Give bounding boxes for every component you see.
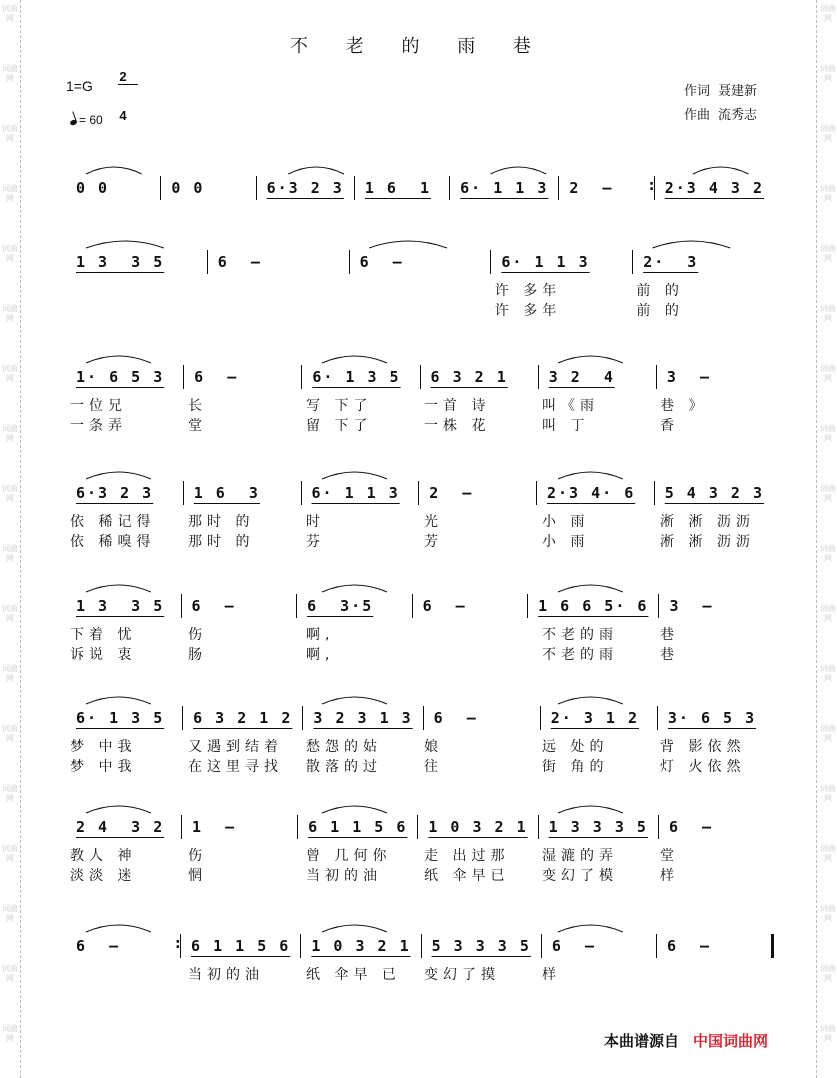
measure-notes: 2· 3 1 2 [550,709,640,727]
notation-line [66,706,774,730]
lyricist-credit [684,80,757,99]
measure-notes: : 2·3 4 3 2 [664,179,764,197]
lyric-line [66,300,774,318]
lyric-segment: 依 稀嗅得 [70,534,156,550]
score-row [66,934,774,983]
measure [354,176,449,200]
lyric-line [66,845,774,863]
quarter-note-icon [69,119,77,126]
lyric-segment: 曾 几何你 [306,848,392,864]
lyric-line [66,736,774,754]
measure [181,594,297,618]
score-row [66,365,774,434]
song-title: 不 老 的 雨 巷 [290,36,547,57]
watermark-text: 词曲网 [2,1024,18,1043]
lyric-line [66,511,774,529]
lyric-segment: 那时 的 [188,534,255,550]
measure [417,815,537,839]
lyric-segment [208,280,350,298]
measure [418,481,536,505]
watermark-text: 词曲网 [820,364,836,383]
time-signature [118,70,128,122]
lyric-segment [66,964,184,982]
watermark-text: 词曲网 [820,784,836,803]
lyric-segment [349,300,491,318]
lyric-segment: 灯 火依然 [660,759,746,775]
lyric-segment: 淅 淅 沥沥 [660,514,755,530]
credit-name: 流秀志 [718,108,758,123]
slur [322,472,387,479]
lyric-segment: 淅 淅 沥沥 [660,534,755,550]
measure-notes: 6·3 2 3 [76,484,154,502]
slur [558,356,623,363]
notation-line [66,934,774,958]
lyric-segment: 一条弄 [70,418,127,434]
watermark-text: 词曲网 [820,424,836,443]
score-row [66,815,774,884]
watermark-text: 词曲网 [2,904,18,923]
footer-brand: 中国词曲网 [693,1032,769,1050]
footer-text: 本曲谱源自 [604,1032,680,1050]
lyric-segment: 往 [424,759,443,775]
watermark-text: 词曲网 [820,664,836,683]
watermark-text: 词曲网 [2,604,18,623]
lyric-line [66,395,774,413]
score-row [66,706,774,775]
measure [181,815,297,839]
lyric-segment: 香 [660,418,679,434]
lyric-segment: 堂 [188,418,207,434]
lyric-segment: 惘 [188,868,207,884]
measure [66,934,180,958]
lyric-segment [656,964,774,982]
measure-notes: 1 3 3 3 5 [548,818,648,836]
measure-notes: 1 6 3 [193,484,260,502]
lyric-segment [208,300,350,318]
watermark-text: 词曲网 [820,1024,836,1043]
measure-notes: 3 – [669,597,714,615]
measure-notes: 1 3 3 5 [76,253,165,271]
slur [322,697,387,704]
credit-label: 作曲 [684,108,711,123]
tempo-value: = 60 [79,113,103,127]
measure [420,365,538,389]
lyric-segment: 梦 中我 [70,759,137,775]
measure [160,176,255,200]
measure-notes: 1 3 3 5 [76,597,165,615]
measure-notes: 6 – [191,597,236,615]
slur [322,356,387,363]
measure-notes: 6 – [666,937,712,955]
lyric-segment: 小 雨 [542,514,590,530]
measure-notes: 6· 1 1 3 [460,179,549,197]
left-watermark-strip [0,0,21,1078]
measure-notes: 2 – [429,484,474,502]
lyric-segment: 当初的油 [188,967,264,983]
slur-arcs [56,912,784,936]
measure-notes: 6 – [217,253,262,271]
lyric-line [66,756,774,774]
slur [491,167,547,174]
measure [656,934,774,958]
slur [322,806,387,813]
lyric-segment: 教人 神 [70,848,137,864]
measure-notes: 6 – [76,937,121,955]
watermark-text: 词曲网 [2,784,18,803]
watermark-text: 词曲网 [2,364,18,383]
watermark-text: 词曲网 [820,184,836,203]
watermark-text: 词曲网 [820,844,836,863]
lyric-segment: 许 多年 [494,283,562,299]
lyric-segment: 远 处的 [542,739,609,755]
time-signature-bottom: 4 [119,108,127,123]
measure [540,706,657,730]
slur [86,356,151,363]
measure [183,365,301,389]
measure [180,934,300,958]
lyric-segment [66,280,208,298]
watermark-text: 词曲网 [2,724,18,743]
measure-notes: 6· 1 3 5 [312,368,401,386]
notation-line [66,176,774,200]
measure [423,706,540,730]
measure [541,934,656,958]
lyric-line [66,624,774,642]
slur-arcs [56,793,784,817]
lyric-segment: 写 下了 [306,398,373,414]
slur [558,925,623,932]
measure-notes: 1 6 1 [364,179,432,197]
lyric-segment: 变幻了模 [542,868,618,884]
slur-arcs [56,459,784,483]
lyric-line [66,964,774,982]
measure-notes: 2 4 3 2 [76,818,165,836]
lyric-segment: 前 的 [636,283,684,299]
measure-notes: 6 3·5 [307,597,374,615]
measure [632,250,774,274]
lyric-segment: 散落的过 [306,759,382,775]
watermark-text: 词曲网 [2,124,18,143]
measure-notes: : 6 1 1 5 6 [191,937,291,955]
watermark-text: 词曲网 [820,304,836,323]
measure-notes: 3 – [666,368,711,386]
measure-notes: 3 2 3 1 3 [313,709,413,727]
slur [322,925,387,932]
lyric-segment: 伤 [188,848,207,864]
tempo-marking [70,113,103,127]
lyric-segment: 芳 [424,534,443,550]
measure-notes: 6 1 1 5 6 [308,818,408,836]
watermark-text: 词曲网 [2,304,18,323]
lyric-segment: 芬 [306,534,325,550]
lyric-segment: 那时 的 [188,514,255,530]
slur [86,585,151,592]
measure-notes: 6· 1 3 5 [76,709,165,727]
time-signature-top: 2 [119,69,127,84]
lyric-segment: 啊, [306,627,335,643]
watermark-text: 词曲网 [2,4,18,23]
measure-notes: 6 – [359,253,404,271]
measure [66,365,183,389]
slur-arcs [56,228,784,252]
measure [66,706,182,730]
watermark-text: 词曲网 [820,604,836,623]
measure [183,481,301,505]
notation-line [66,365,774,389]
score-row [66,594,774,663]
measure-notes: 6·3 2 3 [266,179,344,197]
measure-notes: 6 – [194,368,239,386]
measure [301,365,419,389]
notation-line [66,594,774,618]
lyric-segment: 许 多年 [494,303,562,319]
lyric-segment: 一位兄 [70,398,127,414]
lyric-line [66,865,774,883]
measure-notes: 6 – [422,597,467,615]
score-row [66,481,774,550]
slur [558,806,623,813]
composer-credit [684,104,757,123]
lyric-segment: 一首 诗 [424,398,491,414]
measure-notes: 0 0 [76,179,110,197]
measure [538,365,656,389]
notation-line [66,250,774,274]
measure [256,176,354,200]
lyric-segment: 小 雨 [542,534,590,550]
slur [652,241,730,248]
measure-notes: 2·3 4· 6 [547,484,636,502]
watermark-text: 词曲网 [820,244,836,263]
watermark-text: 词曲网 [820,4,836,23]
watermark-text: 词曲网 [820,904,836,923]
slur-arcs [56,684,784,708]
lyric-segment: 诉说 衷 [70,647,137,663]
lyric-segment: 走 出过那 [424,848,510,864]
lyric-segment: 不老的雨 [542,647,618,663]
lyric-segment: 一株 花 [424,418,491,434]
watermark-text: 词曲网 [820,964,836,983]
measure [66,481,183,505]
measure-notes: 6 3 2 1 2 [193,709,293,727]
lyric-segment: 又遇到结着 [188,739,283,755]
lyric-segment [349,280,491,298]
measure-notes: 1 6 6 5· 6 [538,597,649,615]
lyric-segment: 娘 [424,739,443,755]
watermark-text: 词曲网 [2,544,18,563]
lyric-segment: 下着 忧 [70,627,137,643]
lyric-segment: 留 下了 [306,418,373,434]
lyric-segment: 样 [660,868,679,884]
slur [288,167,344,174]
measure [657,706,774,730]
measure [66,176,160,200]
slur [693,167,749,174]
watermark-text: 词曲网 [2,184,18,203]
measure [536,481,654,505]
lyric-segment: 当初的油 [306,868,382,884]
slur [86,697,151,704]
watermark-text: 词曲网 [820,64,836,83]
measure-notes: 3 2 4 [548,368,615,386]
slur-arcs [56,343,784,367]
lyric-line [66,644,774,662]
lyric-segment: 巷 [660,627,679,643]
measure [654,481,774,505]
measure [527,594,658,618]
lyric-segment: 啊, [306,647,335,663]
watermark-text: 词曲网 [2,964,18,983]
slur [369,241,447,248]
lyric-segment: 叫 丁 [542,418,590,434]
lyric-segment: 伤 [188,627,207,643]
measure [302,706,422,730]
slur [86,167,142,174]
measure [297,815,417,839]
measure [296,594,412,618]
measure-notes: 1 0 3 2 1 [428,818,528,836]
measure [412,594,528,618]
lyric-line [66,531,774,549]
watermark-text: 词曲网 [2,244,18,263]
lyric-segment: 淡淡 迷 [70,868,137,884]
slur [86,472,151,479]
measure-notes: 5 4 3 2 3 [664,484,765,502]
measure-notes: 6 – [668,818,714,836]
measure-notes: 1 – [192,818,237,836]
lyric-segment: 纸 伞早 已 [306,967,401,983]
measure [490,250,632,274]
lyric-segment: 前 的 [636,303,684,319]
watermark-text: 词曲网 [820,124,836,143]
measure [538,815,658,839]
notation-line [66,481,774,505]
slur [558,585,623,592]
measure [300,934,420,958]
measure [558,176,653,200]
slur [86,806,151,813]
lyric-segment [420,624,538,642]
lyric-segment: 依 稀记得 [70,514,156,530]
measure-notes: 2 – [569,179,614,197]
measure [66,250,207,274]
watermark-text: 词曲网 [2,844,18,863]
measure [658,594,774,618]
measure [349,250,491,274]
watermark-text: 词曲网 [820,484,836,503]
watermark-text: 词曲网 [2,64,18,83]
watermark-text: 词曲网 [2,424,18,443]
lyric-line [66,280,774,298]
measure [658,815,774,839]
measure-notes: 1 0 3 2 1 [311,937,411,955]
lyric-segment: 光 [424,514,443,530]
watermark-text: 词曲网 [820,544,836,563]
lyric-segment: 湿漉的弄 [542,848,618,864]
measure-notes: 3· 6 5 3 [667,709,757,727]
notation-line [66,815,774,839]
lyric-segment: 肠 [188,647,207,663]
score-row [66,250,774,319]
measure [421,934,541,958]
measure [182,706,302,730]
slur-arcs [56,572,784,596]
slur [322,585,387,592]
lyric-segment [420,644,538,662]
measure [207,250,349,274]
slur [558,472,623,479]
lyric-segment: 巷 [660,647,679,663]
measure-notes: 0 0 [171,179,205,197]
measure [66,815,181,839]
lyric-segment: 背 影依然 [660,739,746,755]
lyric-line [66,415,774,433]
lyric-segment: 梦 中我 [70,739,137,755]
measure-notes: 6· 1 1 3 [501,253,590,271]
measure [654,176,774,200]
measure-notes: 6· 1 1 3 [311,484,400,502]
measure-notes: 6 – [433,709,478,727]
lyric-segment: 街 角的 [542,759,609,775]
slur-arcs [56,154,784,178]
measure-notes: 6 3 2 1 [430,368,508,386]
slur [558,697,623,704]
measure [66,594,181,618]
lyric-segment: 巷 》 [660,398,708,414]
watermark-text: 词曲网 [820,724,836,743]
lyric-segment: 叫《雨 [542,398,599,414]
key-signature: 1=G [66,78,93,94]
right-watermark-strip [816,0,837,1078]
slur [86,241,164,248]
measure-notes: 5 3 3 3 5 [431,937,531,955]
score-row [66,176,774,204]
lyric-segment: 纸 伞早已 [424,868,510,884]
source-footer [604,1030,768,1051]
watermark-text: 词曲网 [2,664,18,683]
lyric-segment: 愁怨的姑 [306,739,382,755]
measure [656,365,774,389]
measure-notes: 2· 3 [643,253,699,271]
credit-name: 聂建新 [718,84,758,99]
lyric-segment: 样 [542,967,561,983]
measure [301,481,419,505]
slur [86,925,151,932]
lyric-segment: 变幻了摸 [424,967,500,983]
lyric-segment [66,300,208,318]
lyric-segment: 不老的雨 [542,627,618,643]
credit-label: 作词 [684,84,711,99]
measure [449,176,558,200]
lyric-segment: 时 [306,514,325,530]
measure-notes: 6 – [551,937,597,955]
measure-notes: 1· 6 5 3 [76,368,165,386]
watermark-text: 词曲网 [2,484,18,503]
lyric-segment: 堂 [660,848,679,864]
lyric-segment: 长 [188,398,207,414]
lyric-segment: 在这里寻找 [188,759,283,775]
